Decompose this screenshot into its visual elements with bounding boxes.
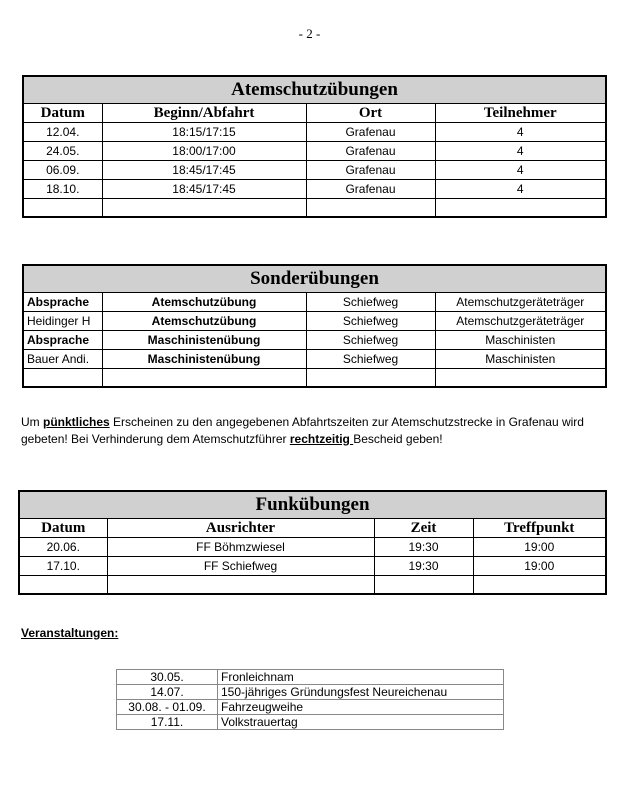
table-row [23,331,606,350]
funk-table [18,490,607,595]
table-cell: 4 [435,161,606,180]
table-cell: Bauer Andi. [23,350,102,369]
table-cell: Atemschutzgeräteträger [435,312,606,331]
column-header: Teilnehmer [435,104,606,123]
event-name: Volkstrauertag [218,715,504,730]
event-name: Fahrzeugweihe [218,700,504,715]
table-cell: 24.05. [23,142,102,161]
table-cell: Schiefweg [306,350,435,369]
table-cell: FF Schiefweg [107,557,374,576]
table-cell: 4 [435,180,606,199]
table-row [117,715,504,730]
table-cell: 19:30 [374,538,473,557]
event-date: 14.07. [117,685,218,700]
empty-row [23,199,606,218]
table-cell: Heidinger H [23,312,102,331]
table-cell: 18:45/17:45 [102,180,306,199]
table-row [19,557,606,576]
table-cell: 12.04. [23,123,102,142]
table-cell: 20.06. [19,538,107,557]
table-cell: Maschinistenübung [102,350,306,369]
table-cell: Schiefweg [306,312,435,331]
table-cell: Schiefweg [306,331,435,350]
table-cell: Maschinisten [435,350,606,369]
notice-part: Erscheinen zu den angegebenen Abfahrtszeiten zur Atemschutzstrecke in Grafenau wird gebeten! Bei Verhinderung dem Atemschutzführer [21,415,584,446]
event-name: Fronleichnam [218,670,504,685]
table-cell: 18.10. [23,180,102,199]
notice-emphasis: rechtzeitig [289,432,354,446]
sonder-title: Sonderübungen [23,265,606,293]
atemschutz-title: Atemschutzübungen [23,76,606,104]
column-header: Beginn/Abfahrt [102,104,306,123]
empty-row [19,576,606,595]
funk-title: Funkübungen [19,491,606,519]
column-header: Ort [306,104,435,123]
table-cell: Absprache [23,331,102,350]
table-cell: Atemschutzgeräteträger [435,293,606,312]
column-header: Datum [23,104,102,123]
table-row [23,161,606,180]
notice-emphasis: pünktliches [43,415,110,429]
table-cell: 4 [435,123,606,142]
notice-part: Bescheid geben! [353,432,443,446]
table-cell: 18:15/17:15 [102,123,306,142]
table-row [23,142,606,161]
event-date: 30.05. [117,670,218,685]
table-row [19,538,606,557]
events-heading: Veranstaltungen: [21,626,119,640]
page-number: - 2 - [298,26,321,41]
table-row [23,293,606,312]
table-row [23,180,606,199]
column-header: Treffpunkt [473,519,606,538]
event-date: 17.11. [117,715,218,730]
table-cell: 4 [435,142,606,161]
empty-row [23,369,606,388]
table-cell: FF Böhmzwiesel [107,538,374,557]
table-cell: Atemschutzübung [102,312,306,331]
table-cell: 18:45/17:45 [102,161,306,180]
table-cell: 19:00 [473,557,606,576]
table-row [117,670,504,685]
table-cell: 17.10. [19,557,107,576]
table-cell: Maschinisten [435,331,606,350]
notice-part: Um [21,415,43,429]
event-name: 150-jähriges Gründungsfest Neureichenau [218,685,504,700]
table-row [23,350,606,369]
table-row [117,685,504,700]
column-header: Datum [19,519,107,538]
sonder-table [22,264,607,388]
table-cell: Grafenau [306,123,435,142]
events-table [116,669,504,730]
table-row [23,312,606,331]
column-header: Ausrichter [107,519,374,538]
table-cell: Absprache [23,293,102,312]
table-cell: Atemschutzübung [102,293,306,312]
notice-text [21,414,601,448]
table-cell: 06.09. [23,161,102,180]
table-row [23,123,606,142]
atemschutz-table [22,75,607,218]
table-cell: Grafenau [306,180,435,199]
table-row [117,700,504,715]
table-cell: Schiefweg [306,293,435,312]
table-cell: 19:30 [374,557,473,576]
table-cell: Grafenau [306,161,435,180]
table-cell: 19:00 [473,538,606,557]
table-cell: Maschinistenübung [102,331,306,350]
table-cell: 18:00/17:00 [102,142,306,161]
event-date: 30.08. - 01.09. [117,700,218,715]
table-cell: Grafenau [306,142,435,161]
column-header: Zeit [374,519,473,538]
